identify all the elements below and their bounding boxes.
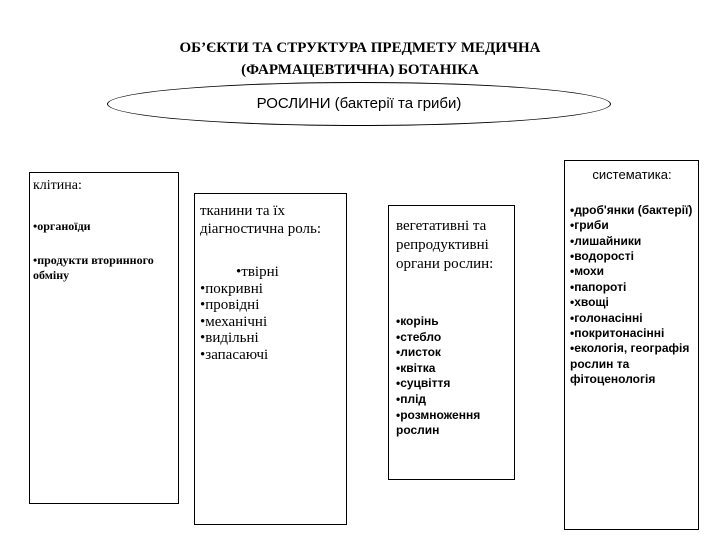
organ-item: • розмноження рослин [396,408,508,439]
organ-item: • листок [396,345,508,361]
systematics-item: • хвощі [570,295,696,310]
tissues-heading: тканини та їх діагностична роль: [200,203,322,237]
systematics-item: • мохи [570,264,696,279]
organs-heading: вегетативні та репродуктивні органи рослин: [396,218,494,272]
organ-item: • корінь [396,314,508,330]
organ-item: • стебло [396,330,508,346]
organ-item: • квітка [396,361,508,377]
tissue-item: • механічні [200,314,346,331]
organ-item: • суцвіття [396,376,508,392]
tissue-item: • твірні [200,264,346,281]
systematics-item: • екологія, географія рослин та фітоценологія [570,341,696,387]
systematics-item: • папороті [570,280,696,295]
systematics-item: • гриби [570,218,696,233]
systematics-item: • покритонасінні [570,326,696,341]
organ-item: • плід [396,392,508,408]
organs-list [396,314,508,439]
systematics-item: • лишайники [570,234,696,249]
tissues-list [200,264,346,363]
tissue-item: • запасаючі [200,347,346,364]
plants-ellipse-label: РОСЛИНИ (бактерії та гриби) [256,95,462,112]
systematics-list [570,203,696,387]
title-line-2: (ФАРМАЦЕВТИЧНА) БОТАНІКА [241,62,479,78]
tissue-item: • видільні [200,330,346,347]
cell-heading: клітина: [33,178,82,193]
tissue-item: • провідні [200,297,346,314]
title-line-1: ОБ’ЄКТИ ТА СТРУКТУРА ПРЕДМЕТУ МЕДИЧНА [179,40,541,56]
cell-item-secondary-metabolites: • продукти вторинного обміну [33,253,177,282]
systematics-item: • водорості [570,249,696,264]
tissue-item: • покривні [200,281,346,298]
systematics-item: • голонасінні [570,311,696,326]
systematics-heading: систематика: [592,167,672,182]
cell-item-organelles: • органоїди [33,219,177,233]
systematics-item: • дроб'янки (бактерії) [570,203,696,218]
cell-list [33,219,177,282]
